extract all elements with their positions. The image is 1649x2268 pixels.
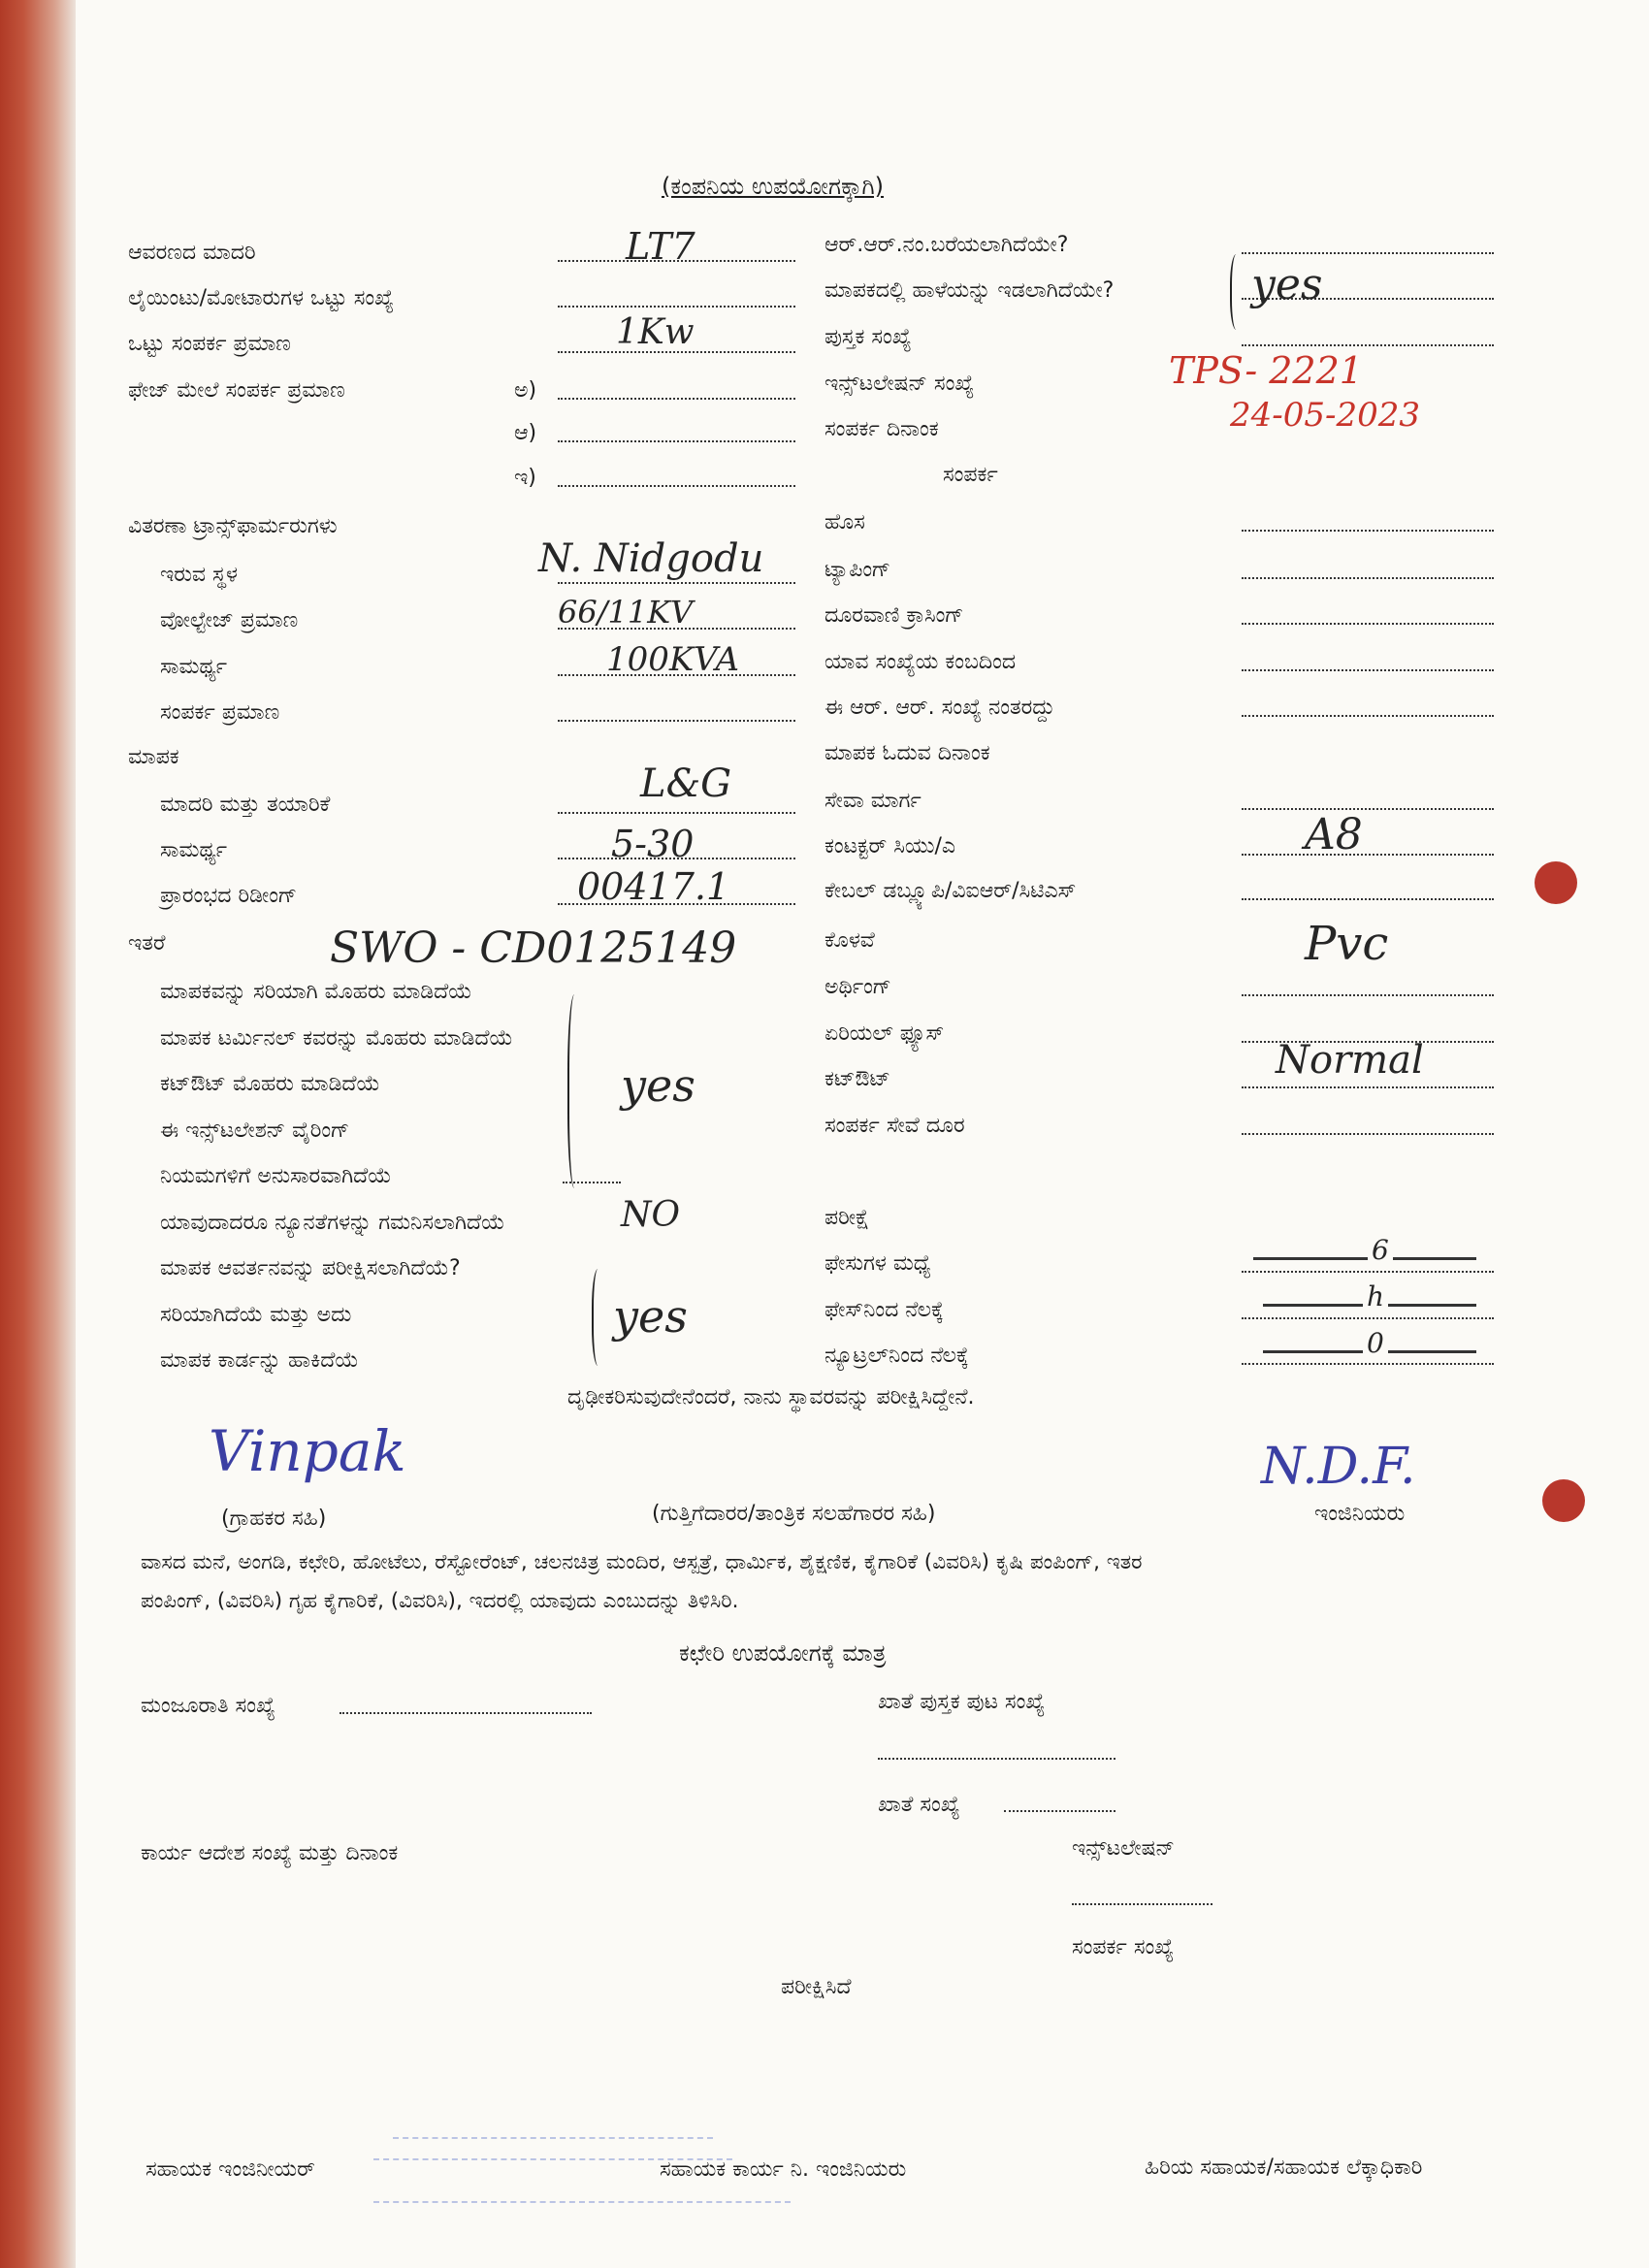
label-pipe: ಕೊಳವೆ [824,928,875,953]
contractor-sign-label: (ಗುತ್ತಿಗೆದಾರರ/ತಾಂತ್ರಿಕ ಸಲಹೆಗಾರರ ಸಹಿ) [652,1502,936,1526]
field-dots [1242,854,1494,856]
label-phase-to-earth: ಫೇಸ್‌ನಿಂದ ನೆಲಕ್ಕೆ [824,1298,944,1322]
hw-phase-earth: h [1363,1280,1388,1312]
hw-dash [1253,1257,1476,1260]
label-meter-rotation: ಮಾಪಕ ಆವರ್ತನವನ್ನು ಪರೀಕ್ಷಿಸಲಾಗಿದೆಯೆ? [160,1256,461,1280]
hw-initial-reading: 00417.1 [577,865,730,908]
label-cutout-sealed: ಕಟ್‌ಔಟ್ ಮೊಹರು ಮಾಡಿದೆಯೆ [160,1072,380,1096]
label-service-distance: ಸಂಪರ್ಕ ಸೇವೆ ದೂರ [824,1114,965,1138]
scan-red-edge [0,0,78,2268]
label-meter-card: ಮಾಪಕ ಕಾರ್ಡನ್ನು ಹಾಕಿದೆಯೆ [160,1348,359,1373]
label-phase-a: ಅ) [514,378,537,403]
label-rr-written: ಆರ್.ಆರ್.ನಂ.ಬರೆಯಲಾಗಿದೆಯೇ? [824,233,1069,257]
footer-asst-exec-engineer: ಸಹಾಯಕ ಕಾರ್ಯ ನಿ. ಇಂಜಿನಿಯರು [660,2157,907,2182]
field-dots [558,306,795,308]
hw-yes-low: yes [613,1290,688,1343]
label-service-route: ಸೇವಾ ಮಾರ್ಗ [824,789,922,813]
hw-meter-serial: SWO - CD0125149 [330,923,737,973]
hw-installation-no: TPS- 2221 [1169,349,1363,392]
hw-location: N. Nidgodu [538,536,764,581]
field-dots [1242,530,1494,532]
punch-hole [1535,861,1577,904]
label-pole-number: ಯಾವ ಸಂಖ್ಯೆಯ ಕಂಬದಿಂದ [824,650,1017,674]
label-cable: ಕೇಬಲ್ ಡಬ್ಲ್ಯೂಪಿ/ವಿಐಆರ್/ಸಿಟಿಎಸ್ [824,879,1077,903]
label-new: ಹೊಸ [824,510,865,535]
label-premises-type: ಆವರಣದ ಮಾದರಿ [128,241,256,265]
field-dots [1242,669,1494,671]
field-dots [558,720,795,722]
label-aerial-fuse: ಏರಿಯಲ್ ಫ್ಯೂಸ್ [824,1021,945,1046]
label-distribution-transformers: ವಿತರಣಾ ಟ್ರಾನ್ಸ್‌ಫಾರ್ಮರುಗಳು [128,514,338,538]
field-dots [878,1758,1116,1760]
field-dots [1242,1086,1494,1088]
hw-voltage: 66/11KV [558,594,694,631]
field-dots [1004,1810,1116,1812]
label-meter: ಮಾಪಕ [128,745,179,769]
brace-mark [592,1269,607,1366]
hw-premises-type: LT7 [626,225,695,268]
field-dots [1242,1317,1494,1319]
form-title: (ಕಂಪನಿಯ ಉಪಯೋಗಕ್ಕಾಗಿ) [662,173,884,200]
label-page-left: ಮಾಪಕದಲ್ಲಿ ಹಾಳೆಯನ್ನು ಇಡಲಾಗಿದೆಯೇ? [824,278,1115,303]
label-total-load: ಒಟ್ಟು ಸಂಪರ್ಕ ಪ್ರಮಾಣ [128,332,291,356]
hw-neutral-earth: 0 [1363,1327,1388,1359]
hw-between-phases: 6 [1368,1234,1393,1266]
label-neutral-to-earth: ನ್ಯೂಟ್ರಲ್‌ನಿಂದ ನೆಲಕ್ಕೆ [824,1344,969,1368]
label-initial-reading: ಪ್ರಾರಂಭದ ರಿಡೀಂಗ್ [160,884,298,908]
label-account-no: ಖಾತೆ ಸಂಖ್ಯೆ [878,1793,960,1817]
brace-mark [1230,254,1245,330]
footer-asst-engineer: ಸಹಾಯಕ ಇಂಜಿನೀಯರ್ [146,2157,315,2182]
field-dots [1242,1133,1494,1135]
field-dots [1242,623,1494,625]
hw-yes-mid: yes [621,1059,695,1112]
label-phase-b: ಆ) [514,421,537,445]
label-test: ಪರೀಕ್ಷೆ [824,1206,870,1230]
label-make-model: ಮಾದರಿ ಮತ್ತು ತಯಾರಿಕೆ [160,793,331,817]
field-dots [1242,808,1494,810]
label-checked: ಪರೀಕ್ಷಿಸಿದೆ [781,1975,852,1999]
label-meter-sealed: ಮಾಪಕವನ್ನು ಸರಿಯಾಗಿ ಮೊಹರು ಮಾಡಿದೆಯೆ [160,980,472,1004]
label-capacity: ಸಾಮರ್ಥ್ಯ [160,655,228,679]
label-wiring: ಈ ಇನ್ಸ್‌ಟಲೇಶನ್ ವೈರಿಂಗ್ [160,1118,350,1143]
label-sampark: ಸಂಪರ್ಕ [943,463,998,487]
label-installation-no: ಇನ್ಸ್‌ಟಲೇಷನ್ ಸಂಖ್ಯೆ [824,372,975,396]
label-voltage: ವೋಲ್ಟೇಜ್ ಪ್ರಮಾಣ [160,608,299,632]
hw-yes-top: yes [1251,260,1323,309]
hw-connection-date: 24-05-2023 [1230,396,1421,435]
label-ledger-page: ಖಾತೆ ಪುಸ್ತಕ ಪುಟ ಸಂಖ್ಯೆ [878,1690,1046,1714]
field-dots [558,485,795,487]
label-defects-noted: ಯಾವುದಾದರೂ ನ್ಯೂನತೆಗಳನ್ನು ಗಮನಿಸಲಾಗಿದೆಯೆ [160,1211,505,1235]
field-dots [1242,1271,1494,1273]
field-dots [558,398,795,400]
field-dots [1242,252,1494,254]
label-after-rr: ಈ ಆರ್. ಆರ್. ಸಂಖ್ಯೆ ನಂತರದ್ದು [824,696,1055,720]
label-as-per-rules: ನಿಯಮಗಳಿಗೆ ಅನುಸಾರವಾಗಿದೆಯೆ [160,1164,392,1188]
label-contactor: ಕಂಟಕ್ಟರ್ ಸಿಯು/ಎ [824,834,956,859]
label-location: ಇರುವ ಸ್ಥಳ [160,563,238,587]
field-dots [1242,898,1494,900]
engineer-sign-label: ಇಂಜಿನಿಯರು [1314,1502,1406,1526]
label-connection-date: ಸಂಪರ್ಕ ದಿನಾಂಕ [824,417,939,441]
field-dots [340,1712,592,1714]
label-cutout: ಕಟ್‌ಔಟ್ [824,1067,890,1091]
label-terminal-sealed: ಮಾಪಕ ಟರ್ಮಿನಲ್ ಕವರನ್ನು ಮೊಹರು ಮಾಡಿದೆಯೆ [160,1026,513,1051]
usage-line-1: ವಾಸದ ಮನೆ, ಅಂಗಡಿ, ಕಛೇರಿ, ಹೋಟೆಲು, ರೆಸ್ಟೋರೆಂಟ್, ಚಲನಚಿತ್ರ ಮಂದಿರ, ಆಸ್ಪತ್ರೆ, ಧಾರ್ಮಿಕ, ಶೈಕ್ಷಣಿಕ, ಕೈಗಾರಿಕೆ (ವಿವರಿಸಿ) ಕೃಷಿ ಪಂಪಿಂಗ್, ಇತರ [141,1550,1143,1574]
hw-make-model: L&G [640,761,732,806]
field-dots [1242,715,1494,717]
label-between-phases: ಫೇಸುಗಳ ಮಧ್ಯೆ [824,1251,931,1276]
hw-defects: NO [621,1195,681,1235]
field-dots [1242,1363,1494,1365]
punch-hole [1542,1479,1585,1522]
label-reading-date: ಮಾಪಕ ಓದುವ ದಿನಾಂಕ [824,741,990,765]
field-dots [1242,994,1494,996]
field-dots [558,812,795,814]
label-others: ಇತರೆ [128,931,166,956]
consumer-sign-label: (ಗ್ರಾಹಕರ ಸಹಿ) [221,1507,327,1531]
label-phase-load: ಫೇಜ್ ಮೇಲೆ ಸಂಪರ್ಕ ಪ್ರಮಾಣ [128,378,345,403]
hw-capacity: 100KVA [606,640,740,679]
footer-accounts-officer: ಹಿರಿಯ ಸಹಾಯಕ/ಸಹಾಯಕ ಲೆಕ್ಕಾಧಿಕಾರಿ [1145,2155,1423,2180]
hw-meter-capacity: 5-30 [611,823,695,865]
field-dots [558,440,795,442]
label-connection-no: ಸಂಪರ್ಕ ಸಂಖ್ಯೆ [1072,1935,1175,1960]
hw-contactor: A8 [1305,810,1363,859]
label-correct-and: ಸರಿಯಾಗಿದೆಯೆ ಮತ್ತು ಅದು [160,1303,352,1327]
label-installation: ಇನ್ಸ್‌ಟಲೇಷನ್ [1072,1836,1175,1861]
label-book-no: ಪುಸ್ತಕ ಸಂಖ್ಯೆ [824,325,912,349]
field-dots [558,582,795,584]
field-dots [1072,1903,1212,1905]
label-lights-motors: ಲೈಯಿಂಟು/ಮೋಟಾರುಗಳ ಒಟ್ಟು ಸಂಖ್ಯೆ [128,286,395,310]
label-sanction-no: ಮಂಜೂರಾತಿ ಸಂಖ್ಯೆ [141,1694,275,1718]
office-use-heading: ಕಛೇರಿ ಉಪಯೋಗಕ್ಕೆ ಮಾತ್ರ [679,1639,887,1667]
field-dots [1242,577,1494,579]
label-telephone-crossing: ದೂರವಾಣಿ ಕ್ರಾಸಿಂಗ್ [824,603,964,628]
label-connected-load: ಸಂಪರ್ಕ ಪ್ರಮಾಣ [160,700,280,725]
engineer-signature: N.D.F. [1261,1438,1416,1496]
hw-pipe: Pvc [1305,917,1389,971]
hw-total-load: 1Kw [616,312,695,352]
label-meter-capacity: ಸಾಮರ್ಥ್ಯ [160,838,228,862]
usage-line-2: ಪಂಪಿಂಗ್, (ವಿವರಿಸಿ) ಗೃಹ ಕೈಗಾರಿಕೆ, (ವಿವರಿಸಿ), ಇದರಲ್ಲಿ ಯಾವುದು ಎಂಬುದನ್ನು ತಿಳಿಸಿರಿ. [141,1589,739,1613]
label-work-order: ಕಾರ್ಯ ಆದೇಶ ಸಂಖ್ಯೆ ಮತ್ತು ದಿನಾಂಕ [141,1841,399,1865]
label-tapping: ಟ್ಯಾಪಿಂಗ್ [824,558,891,582]
hw-cutout: Normal [1276,1038,1424,1083]
label-phase-c: ಇ) [514,466,536,490]
certify-statement: ದೃಢೀಕರಿಸುವುದೇನೆಂದರೆ, ನಾನು ಸ್ಥಾವರವನ್ನು ಪರೀಕ್ಷಿಸಿದ್ದೇನೆ. [567,1385,975,1409]
label-earthing: ಅರ್ಥಿಂಗ್ [824,975,891,999]
brace-mark [567,994,585,1188]
consumer-signature: Vinpak [209,1418,406,1484]
field-dots [1242,344,1494,346]
